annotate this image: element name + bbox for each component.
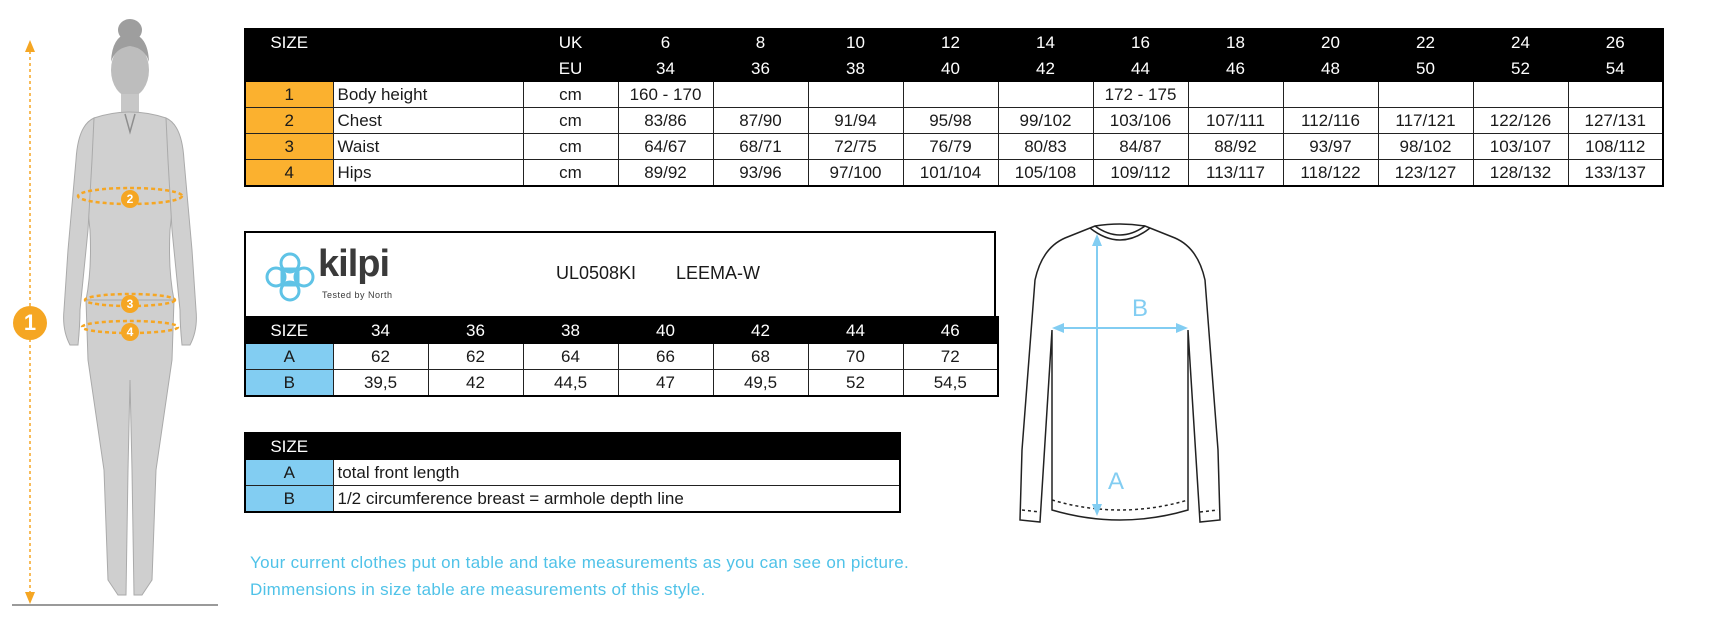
row-unit-cell: cm: [523, 160, 618, 187]
eu-size-cell: 36: [713, 56, 808, 82]
row-unit-cell: cm: [523, 108, 618, 134]
measure-label-cell: A: [245, 344, 333, 370]
value-cell: 107/111: [1188, 108, 1283, 134]
row-number-cell: 4: [245, 160, 333, 187]
value-cell: 70: [808, 344, 903, 370]
value-cell: 160 - 170: [618, 82, 713, 108]
eu-size-cell: 40: [903, 56, 998, 82]
value-cell: 83/86: [618, 108, 713, 134]
value-cell: 123/127: [1378, 160, 1473, 187]
value-cell: 101/104: [903, 160, 998, 187]
value-cell: [1568, 82, 1663, 108]
legend-table: [244, 432, 901, 513]
value-cell: 105/108: [998, 160, 1093, 187]
eu-size-cell: 52: [1473, 56, 1568, 82]
value-cell: 84/87: [1093, 134, 1188, 160]
product-header-row: [245, 317, 998, 344]
row-label-cell: Waist: [333, 134, 523, 160]
eu-size-cell: 34: [618, 56, 713, 82]
shirt-label-b: B: [1132, 295, 1149, 322]
value-cell: [713, 82, 808, 108]
value-cell: 103/106: [1093, 108, 1188, 134]
uk-label: UK: [523, 29, 618, 56]
value-cell: 72/75: [808, 134, 903, 160]
value-cell: [1378, 82, 1473, 108]
row-label-cell: Body height: [333, 82, 523, 108]
row-label-cell: Hips: [333, 160, 523, 187]
uk-size-cell: 8: [713, 29, 808, 56]
value-cell: 52: [808, 370, 903, 397]
measure-label-cell: B: [245, 370, 333, 397]
value-cell: 93/96: [713, 160, 808, 187]
legend-desc-cell: total front length: [333, 460, 900, 486]
value-cell: 49,5: [713, 370, 808, 397]
product-size-cell: 34: [333, 317, 428, 344]
size-header: SIZE: [245, 29, 333, 56]
product-size-cell: 40: [618, 317, 713, 344]
value-cell: [1473, 82, 1568, 108]
value-cell: 76/79: [903, 134, 998, 160]
value-cell: 87/90: [713, 108, 808, 134]
row-number-cell: 3: [245, 134, 333, 160]
legend-label-cell: B: [245, 486, 333, 513]
header-spacer: [333, 56, 428, 82]
product-code: UL0508KI: [556, 263, 637, 283]
shirt-diagram: [1010, 220, 1250, 540]
uk-size-cell: 10: [808, 29, 903, 56]
value-cell: 118/122: [1283, 160, 1378, 187]
value-cell: [903, 82, 998, 108]
value-cell: 72: [903, 344, 998, 370]
header-spacer: [333, 29, 428, 56]
value-cell: 54,5: [903, 370, 998, 397]
table-row: [245, 486, 900, 513]
value-cell: 99/102: [998, 108, 1093, 134]
measurement-legend-table: [244, 432, 901, 513]
table-row: [245, 108, 1663, 134]
value-cell: 68: [713, 344, 808, 370]
table-row: [245, 82, 1663, 108]
uk-size-cell: 12: [903, 29, 998, 56]
value-cell: 108/112: [1568, 134, 1663, 160]
header-spacer: [428, 29, 523, 56]
value-cell: 62: [333, 344, 428, 370]
value-cell: 64: [523, 344, 618, 370]
table-row: [245, 160, 1663, 187]
value-cell: 88/92: [1188, 134, 1283, 160]
row-unit-cell: cm: [523, 82, 618, 108]
header-row-uk: [245, 29, 1663, 56]
uk-size-cell: 18: [1188, 29, 1283, 56]
row-number-cell: 2: [245, 108, 333, 134]
value-cell: 112/116: [1283, 108, 1378, 134]
marker-3-badge: 3: [121, 295, 139, 313]
header-spacer: [245, 56, 333, 82]
uk-size-cell: 20: [1283, 29, 1378, 56]
eu-size-cell: 46: [1188, 56, 1283, 82]
product-size-cell: 46: [903, 317, 998, 344]
value-cell: [1188, 82, 1283, 108]
value-cell: 117/121: [1378, 108, 1473, 134]
value-cell: 97/100: [808, 160, 903, 187]
body-size-table: [244, 28, 1664, 187]
value-cell: [1283, 82, 1378, 108]
value-cell: 44,5: [523, 370, 618, 397]
value-cell: [998, 82, 1093, 108]
product-measurement-table: [244, 316, 999, 397]
header-row-eu: [245, 56, 1663, 82]
value-cell: 93/97: [1283, 134, 1378, 160]
row-label-cell: Chest: [333, 108, 523, 134]
value-cell: [808, 82, 903, 108]
value-cell: 39,5: [333, 370, 428, 397]
product-name: LEEMA-W: [676, 263, 761, 283]
table-row: [245, 134, 1663, 160]
product-size-cell: 38: [523, 317, 618, 344]
legend-label-cell: A: [245, 460, 333, 486]
value-cell: 122/126: [1473, 108, 1568, 134]
value-cell: 98/102: [1378, 134, 1473, 160]
instruction-note-1: Your current clothes put on table and take measurements as you can see on picture.: [250, 553, 910, 572]
eu-size-cell: 48: [1283, 56, 1378, 82]
value-cell: 66: [618, 344, 713, 370]
value-cell: 95/98: [903, 108, 998, 134]
value-cell: 133/137: [1568, 160, 1663, 187]
uk-size-cell: 26: [1568, 29, 1663, 56]
legend-desc-cell: 1/2 circumference breast = armhole depth line: [333, 486, 900, 513]
value-cell: 128/132: [1473, 160, 1568, 187]
value-cell: 89/92: [618, 160, 713, 187]
legend-header-row: [245, 433, 900, 460]
body-size-chart: [244, 28, 1664, 187]
value-cell: 68/71: [713, 134, 808, 160]
eu-size-cell: 42: [998, 56, 1093, 82]
row-number-cell: 1: [245, 82, 333, 108]
product-header-box: [244, 231, 996, 316]
uk-size-cell: 14: [998, 29, 1093, 56]
uk-size-cell: 24: [1473, 29, 1568, 56]
brand-tagline: Tested by North: [322, 290, 393, 300]
value-cell: 80/83: [998, 134, 1093, 160]
marker-4-badge: 4: [121, 323, 139, 341]
size-header: SIZE: [245, 317, 333, 344]
marker-1-badge: 1: [13, 306, 47, 340]
value-cell: 103/107: [1473, 134, 1568, 160]
value-cell: 42: [428, 370, 523, 397]
value-cell: 62: [428, 344, 523, 370]
product-size-table: [244, 316, 999, 397]
eu-label: EU: [523, 56, 618, 82]
brand-name: kilpi: [318, 243, 390, 285]
instruction-note-2: Dimmensions in size table are measurements of this style.: [250, 580, 706, 599]
value-cell: 47: [618, 370, 713, 397]
kilpi-logo-icon: [260, 247, 320, 307]
value-cell: 64/67: [618, 134, 713, 160]
table-row: [245, 370, 998, 397]
uk-size-cell: 16: [1093, 29, 1188, 56]
size-header: SIZE: [245, 433, 333, 460]
marker-2-badge: 2: [121, 190, 139, 208]
shirt-label-a: A: [1108, 468, 1125, 495]
table-row: [245, 344, 998, 370]
value-cell: 91/94: [808, 108, 903, 134]
value-cell: 109/112: [1093, 160, 1188, 187]
product-size-cell: 44: [808, 317, 903, 344]
value-cell: 113/117: [1188, 160, 1283, 187]
eu-size-cell: 38: [808, 56, 903, 82]
eu-size-cell: 54: [1568, 56, 1663, 82]
value-cell: 172 - 175: [1093, 82, 1188, 108]
header-spacer: [333, 433, 900, 460]
row-unit-cell: cm: [523, 134, 618, 160]
eu-size-cell: 50: [1378, 56, 1473, 82]
eu-size-cell: 44: [1093, 56, 1188, 82]
table-row: [245, 460, 900, 486]
uk-size-cell: 22: [1378, 29, 1473, 56]
product-size-cell: 36: [428, 317, 523, 344]
value-cell: 127/131: [1568, 108, 1663, 134]
header-spacer: [428, 56, 523, 82]
product-size-cell: 42: [713, 317, 808, 344]
uk-size-cell: 6: [618, 29, 713, 56]
